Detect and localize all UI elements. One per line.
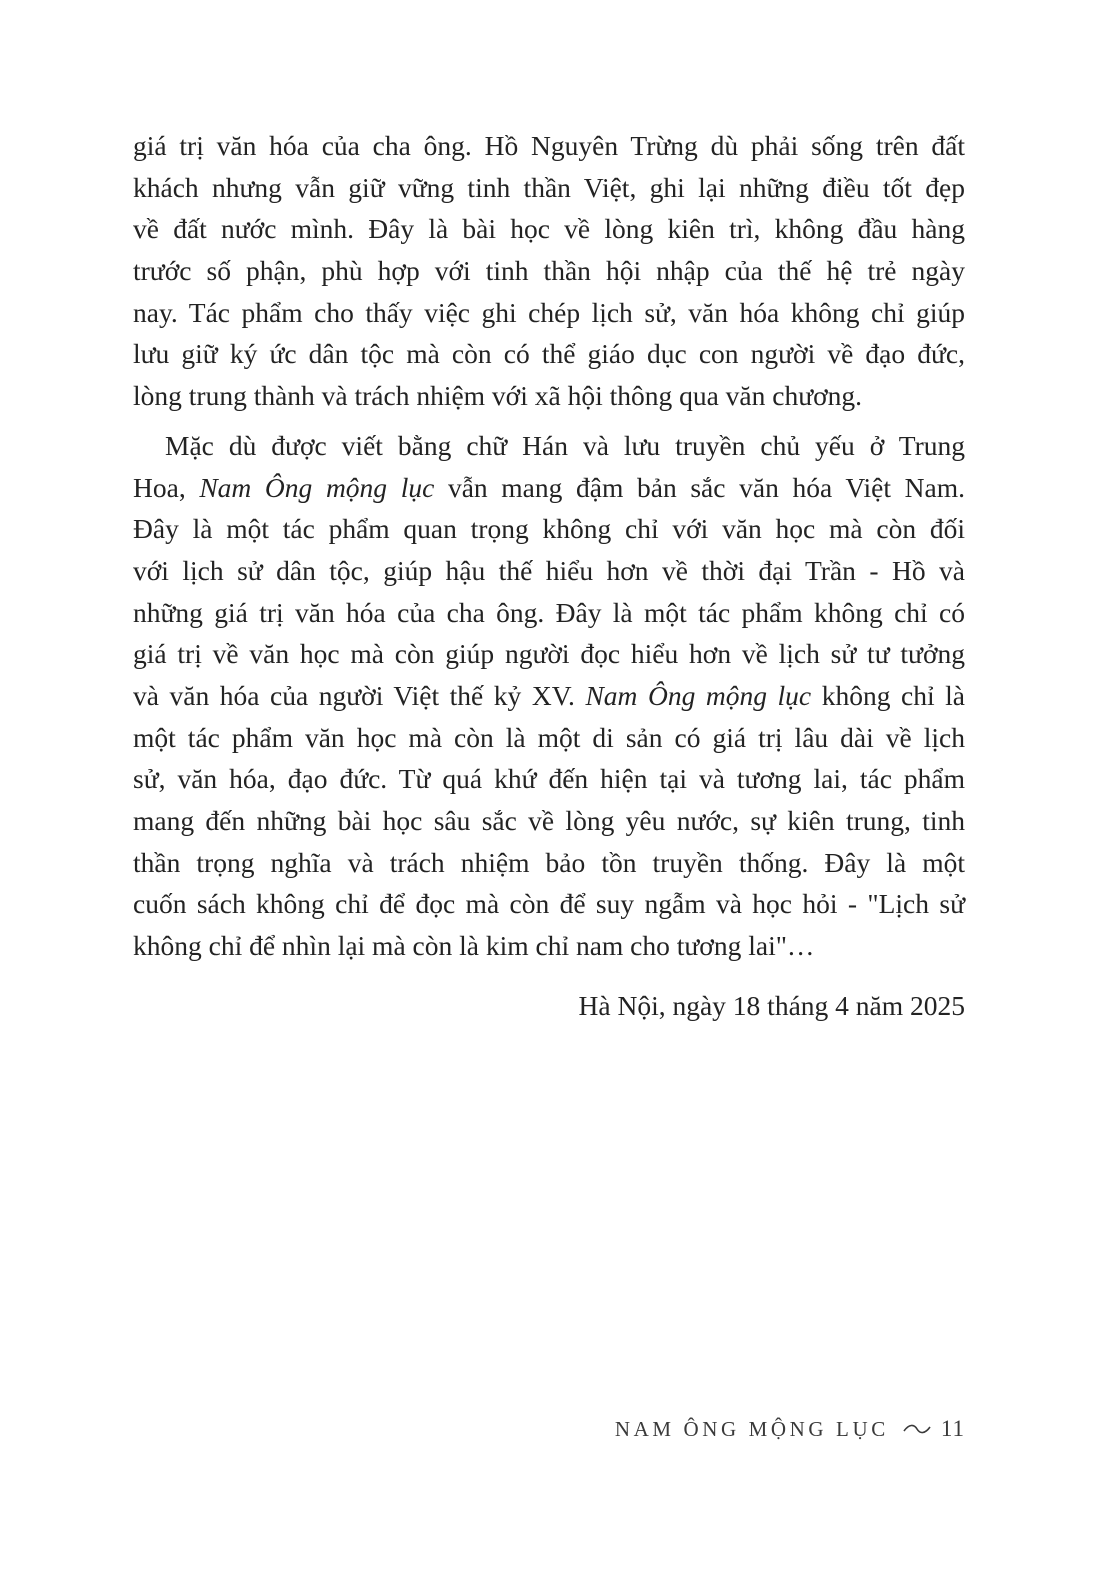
text-line: cuốn sách không chỉ để đọc mà còn để suy ngẫm và học hỏi - "Lịch sử xyxy=(133,888,965,920)
text-line: giá trị về văn học mà còn giúp người đọc hiểu hơn về lịch sử tư tưởng xyxy=(133,638,965,670)
text-line: về đất nước mình. Đây là bài học về lòng kiên trì, không đầu hàng xyxy=(133,213,965,245)
book-title: Nam Ông mộng lục xyxy=(199,471,435,503)
text-line: với lịch sử dân tộc, giúp hậu thế hiểu hơn về thời đại Trần - Hồ và xyxy=(133,554,965,586)
text-line: Mặc dù được viết bằng chữ Hán và lưu truyền chủ yếu ở Trung xyxy=(165,429,965,461)
running-title: NAM ÔNG MỘNG LỤC xyxy=(614,1416,889,1441)
paragraph-2 xyxy=(133,425,965,967)
tilde-ornament-icon xyxy=(903,1422,931,1436)
date-signature: Hà Nội, ngày 18 tháng 4 năm 2025 xyxy=(578,990,965,1021)
text-segment: và văn hóa của người Việt thế kỷ XV. xyxy=(133,679,586,711)
text-line: trước số phận, phù hợp với tinh thần hội nhập của thế hệ trẻ ngày xyxy=(133,255,965,287)
text-line: sử, văn hóa, đạo đức. Từ quá khứ đến hiện tại và tương lai, tác phẩm xyxy=(133,763,965,795)
text-segment: vẫn mang đậm bản sắc văn hóa Việt Nam. xyxy=(434,471,965,503)
paragraph-1 xyxy=(133,125,965,417)
text-line: khách nhưng vẫn giữ vững tinh thần Việt, ghi lại những điều tốt đẹp xyxy=(133,171,965,203)
text-line: mang đến những bài học sâu sắc về lòng yêu nước, sự kiên trung, tinh xyxy=(133,805,965,836)
text-line: Đây là một tác phẩm quan trọng không chỉ với văn học mà còn đối xyxy=(133,513,965,545)
text-line-with-title xyxy=(133,467,965,509)
text-line: không chỉ để nhìn lại mà còn là kim chỉ nam cho tương lai"… xyxy=(133,930,815,962)
body-text xyxy=(133,125,965,967)
text-line: thần trọng nghĩa và trách nhiệm bảo tồn truyền thống. Đây là một xyxy=(133,846,965,878)
text-segment: Hoa, xyxy=(133,471,200,503)
book-title: Nam Ông mộng lục xyxy=(585,679,812,711)
text-line: giá trị văn hóa của cha ông. Hồ Nguyên Trừng dù phải sống trên đất xyxy=(133,130,965,161)
text-line: lưu giữ ký ức dân tộc mà còn có thể giáo dục con người về đạo đức, xyxy=(133,338,965,370)
text-line: lòng trung thành và trách nhiệm với xã hội thông qua văn chương. xyxy=(133,380,863,412)
text-line: nay. Tác phẩm cho thấy việc ghi chép lịch sử, văn hóa không chỉ giúp xyxy=(133,296,965,328)
text-line: những giá trị văn hóa của cha ông. Đây là một tác phẩm không chỉ có xyxy=(133,596,965,628)
page-number: 11 xyxy=(940,1416,965,1441)
text-segment: không chỉ là xyxy=(811,679,965,711)
text-line-with-title xyxy=(133,675,965,717)
page-footer xyxy=(615,1416,965,1442)
text-line: một tác phẩm văn học mà còn là một di sản có giá trị lâu dài về lịch xyxy=(133,721,965,753)
